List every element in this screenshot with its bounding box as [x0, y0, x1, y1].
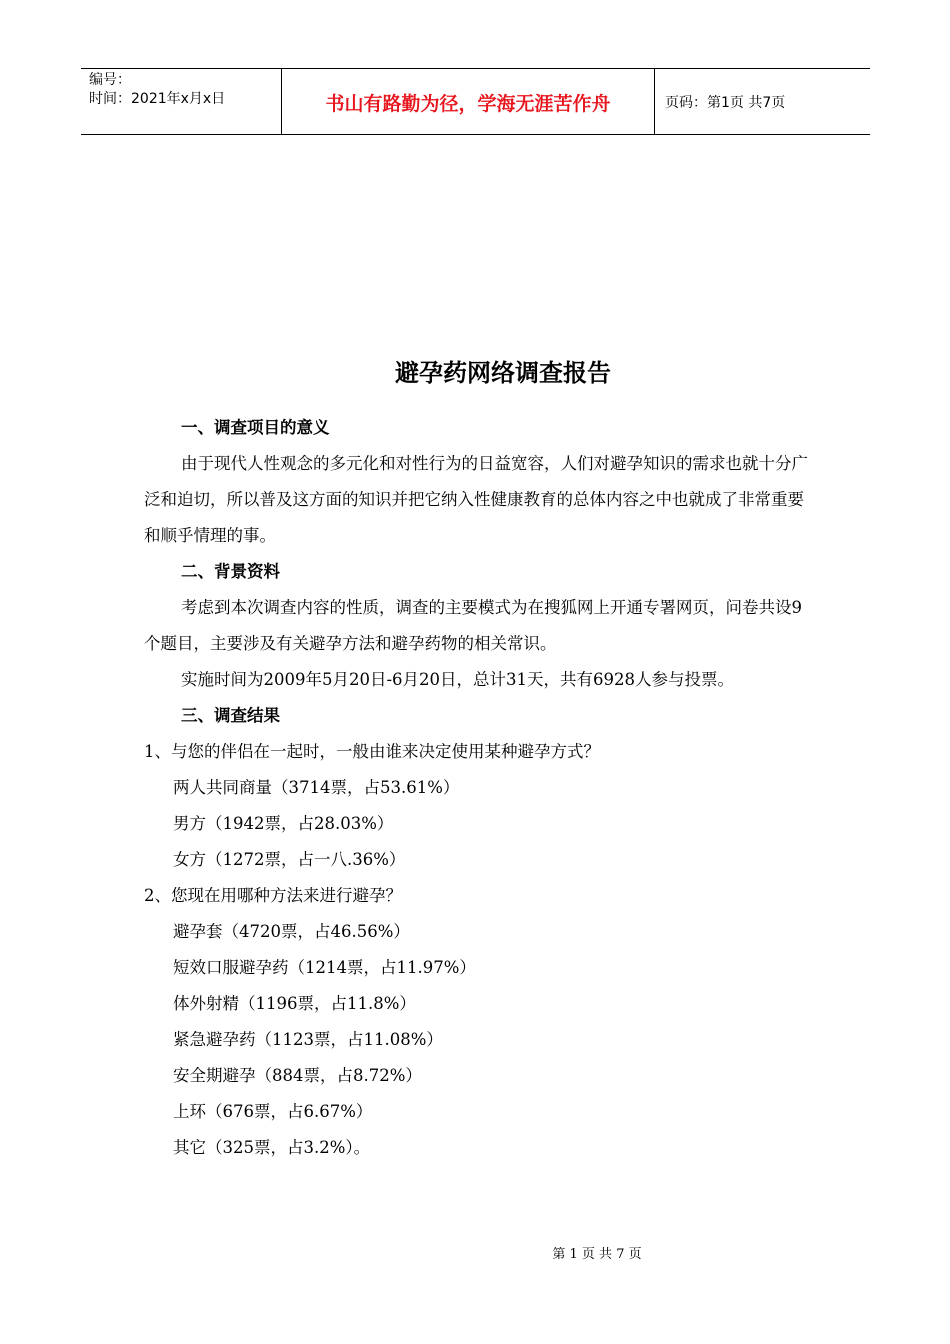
question-2-option: 短效口服避孕药（1214票，占11.97%） — [173, 958, 476, 977]
header-meta — [81, 69, 282, 134]
question-2: 2、您现在用哪种方法来进行避孕？ — [144, 886, 402, 905]
question-2-option: 其它（325票，占3.2%）。 — [173, 1138, 371, 1157]
document-body — [144, 410, 814, 1166]
page-footer: 第 1 页 共 7 页 — [552, 1247, 642, 1262]
document-number-label: 编号： — [89, 72, 131, 88]
header-page-info: 页码：第1页 共7页 — [665, 94, 786, 111]
question-2-option: 体外射精（1196票，占11.8%） — [173, 994, 416, 1013]
question-2-option: 安全期避孕（884票，占8.72%） — [173, 1066, 422, 1085]
question-2-option: 上环（676票，占6.67%） — [173, 1102, 373, 1121]
question-1-option: 两人共同商量（3714票，占53.61%） — [173, 778, 460, 797]
question-1-option: 男方（1942票，占28.03%） — [173, 814, 394, 833]
section-heading-significance: 一、调查项目的意义 — [181, 418, 330, 437]
header-motto: 书山有路勤为径，学海无涯苦作舟 — [282, 69, 655, 134]
paragraph-significance: 由于现代人性观念的多元化和对性行为的日益宽容，人们对避孕知识的需求也就十分广泛和迫切，所以普及这方面的知识并把它纳入性健康教育的总体内容之中也就成了非常重要和顺乎情理的事。 — [144, 454, 808, 545]
page-header — [81, 68, 870, 135]
section-heading-background: 二、背景资料 — [181, 562, 280, 581]
document-date: 时间：2021年x月x日 — [89, 91, 226, 107]
question-2-option: 避孕套（4720票，占46.56%） — [173, 922, 410, 941]
question-2-option: 紧急避孕药（1123票，占11.08%） — [173, 1030, 443, 1049]
paragraph-background-period: 实施时间为2009年5月20日-6月20日，总计31天，共有6928人参与投票。 — [181, 670, 735, 689]
section-heading-results: 三、调查结果 — [181, 706, 280, 725]
question-1-option: 女方（1272票，占一八.36%） — [173, 850, 406, 869]
question-1: 1、与您的伴侣在一起时，一般由谁来决定使用某种避孕方式？ — [144, 742, 600, 761]
paragraph-background-method: 考虑到本次调查内容的性质，调查的主要模式为在搜狐网上开通专署网页，问卷共设9个题目，主要涉及有关避孕方法和避孕药物的相关常识。 — [144, 598, 802, 653]
document-title: 避孕药网络调查报告 — [395, 359, 611, 387]
